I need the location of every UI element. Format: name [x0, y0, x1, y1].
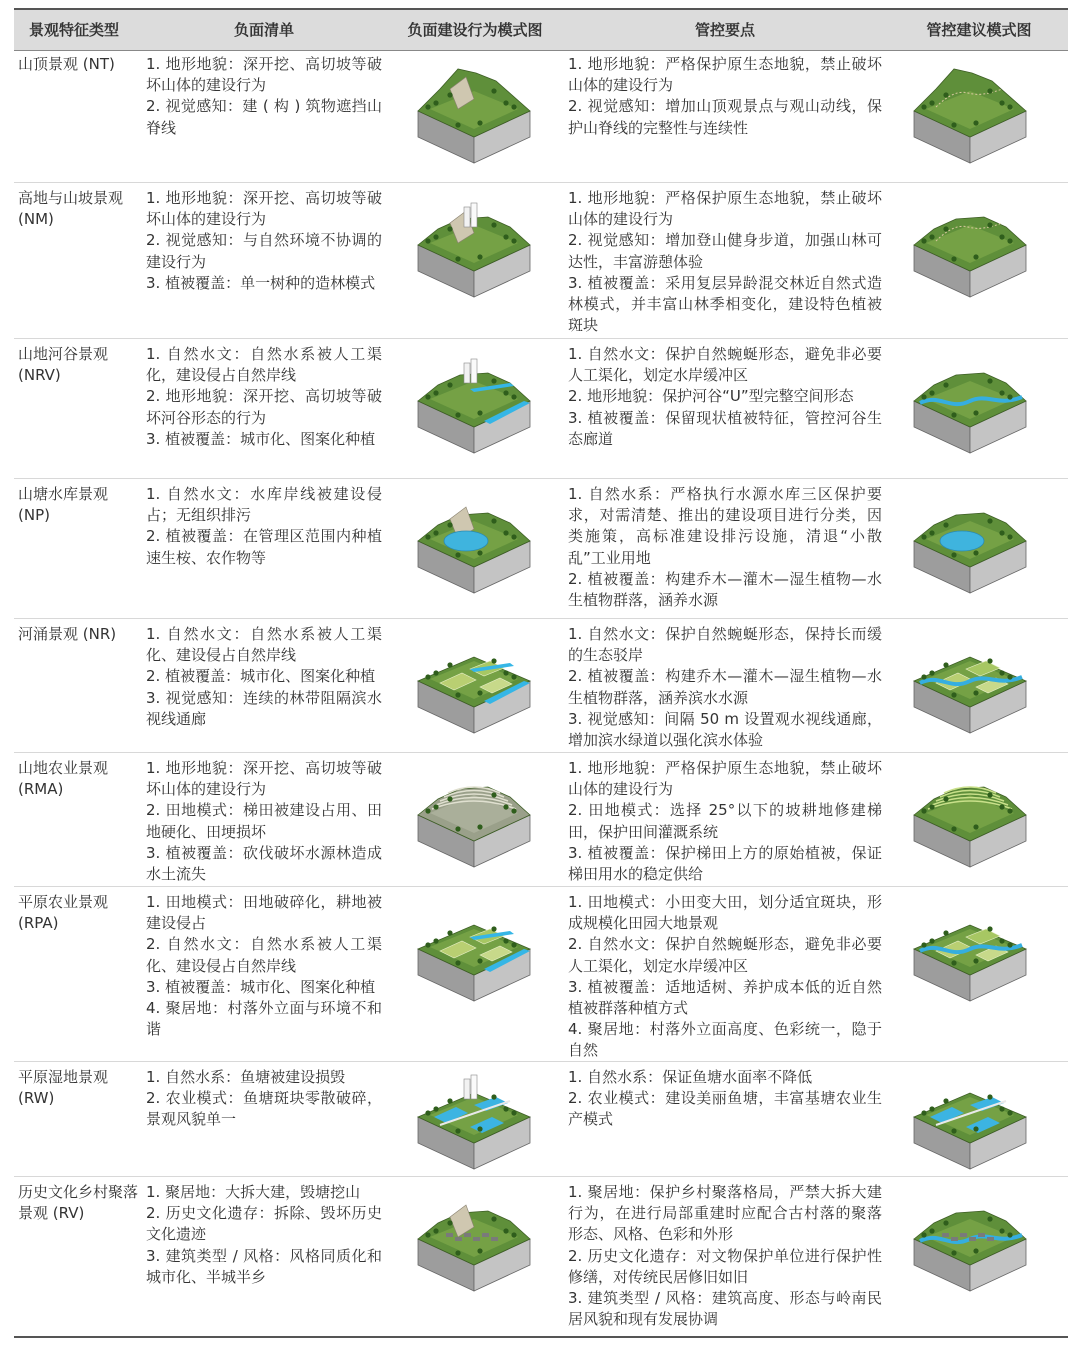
control-item: 2. 农业模式：建设美丽鱼塘，丰富基塘农业生产模式	[568, 1089, 882, 1129]
negative-item: 1. 自然水文：水库岸线被建设侵占；无组织排污	[146, 485, 382, 525]
negative-item: 2. 历史文化遗存：拆除、毁坏历史文化遗迹	[146, 1204, 382, 1244]
table-row	[14, 618, 1068, 753]
control-item: 3. 建筑类型 / 风格：建筑高度、形态与岭南民居风貌和现有发展协调	[568, 1289, 882, 1329]
control-item: 2. 植被覆盖：构建乔木—灌木—湿生植物—水生植物群落，涵养滨水水源	[568, 667, 882, 707]
negative-item: 3. 植被覆盖：单一树种的造林模式	[146, 273, 376, 292]
control-item: 1. 田地模式：小田变大田，划分适宜斑块，形成规模化田园大地景观	[568, 893, 882, 933]
landscape-type: 高地与山坡景观 (NM)	[18, 189, 124, 229]
control-item: 2. 视觉感知：增加山顶观景点与观山动线，保护山脊线的完整性与连续性	[568, 97, 882, 137]
header-negative-diagram: 负面建设行为模式图	[407, 21, 543, 39]
plain-farmland-consolidated-block-diagram	[906, 897, 1034, 1005]
header-type: 景观特征类型	[28, 21, 119, 39]
table-row	[14, 478, 1068, 619]
valley-channelized-block-diagram	[410, 349, 538, 457]
control-item: 3. 植被覆盖：保护梯田上方的原始植被，保证梯田用水的稳定供给	[568, 843, 882, 884]
table-row	[14, 886, 1068, 1062]
mountain-top-protected-block-diagram	[906, 59, 1034, 167]
control-points	[568, 624, 882, 751]
negative-item: 4. 聚居地：村落外立面与环境不和谐	[146, 999, 382, 1039]
control-points	[568, 484, 882, 611]
negative-item: 1. 田地模式：田地破碎化，耕地被建设侵占	[146, 893, 382, 933]
header-negative-list: 负面清单	[233, 21, 294, 39]
control-item: 2. 历史文化遗存：对文物保护单位进行保护性修缮，对传统民居修旧如旧	[568, 1246, 882, 1286]
header-control-points: 管控要点	[694, 21, 755, 39]
control-item: 3. 植被覆盖：采用复层异龄混交林近自然式造林模式，并丰富山林季相变化，建设特色植被斑块	[568, 273, 882, 335]
control-points	[568, 1182, 882, 1330]
landscape-control-table	[14, 8, 1068, 1329]
landscape-type: 河涌景观 (NR)	[18, 625, 117, 643]
negative-item: 2. 植被覆盖：在管理区范围内种植速生桉、农作物等	[146, 527, 382, 567]
landscape-type: 山地河谷景观 (NRV)	[18, 345, 109, 385]
table-row	[14, 338, 1068, 479]
negative-item: 3. 视觉感知：连续的林带阻隔滨水视线通廊	[146, 688, 382, 728]
negative-item: 1. 地形地貌：深开挖、高切坡等破坏山体的建设行为	[146, 759, 382, 799]
negative-item: 2. 视觉感知：建 ( 构 ) 筑物遮挡山脊线	[146, 97, 382, 137]
negative-item: 1. 地形地貌：深开挖、高切坡等破坏山体的建设行为	[146, 55, 382, 95]
control-points	[568, 1067, 882, 1131]
hillside-trail-block-diagram	[906, 193, 1034, 301]
negative-item: 3. 植被覆盖：砍伐破坏水源林造成水土流失	[146, 843, 382, 884]
negative-list	[146, 344, 382, 450]
stream-channelized-block-diagram	[410, 629, 538, 737]
control-item: 1. 地形地貌：严格保护原生态地貌，禁止破坏山体的建设行为	[568, 759, 882, 799]
control-item: 2. 田地模式：选择 25°以下的坡耕地修建梯田，保护田间灌溉系统	[568, 801, 882, 841]
landscape-type: 山顶景观 (NT)	[18, 55, 115, 73]
control-item: 1. 自然水系：保证鱼塘水面率不降低	[568, 1068, 813, 1086]
village-preserved-block-diagram	[906, 1187, 1034, 1295]
negative-item: 2. 视觉感知：与自然环境不协调的建设行为	[146, 231, 382, 271]
control-item: 2. 地形地貌：保护河谷“U”型完整空间形态	[568, 387, 854, 406]
reservoir-protected-block-diagram	[906, 489, 1034, 597]
negative-item: 1. 自然水系：鱼塘被建设损毁	[146, 1068, 346, 1086]
hillside-highrise-block-diagram	[410, 193, 538, 301]
control-points	[568, 188, 882, 336]
control-item: 1. 自然水文：保护自然蜿蜒形态，保持长而缓的生态驳岸	[568, 625, 882, 665]
control-item: 1. 地形地貌：严格保护原生态地貌，禁止破坏山体的建设行为	[568, 55, 882, 95]
table-row	[14, 752, 1068, 887]
control-item: 1. 聚居地：保护乡村聚落格局，严禁大拆大建行为，在进行局部重建时应配合古村落的聚落形态、风格、色彩和外形	[568, 1183, 882, 1244]
negative-list	[146, 1182, 382, 1288]
negative-list	[146, 892, 382, 1040]
negative-item: 2. 植被覆盖：城市化、图案化种植	[146, 667, 376, 686]
table-row	[14, 1176, 1068, 1338]
reservoir-encroached-block-diagram	[410, 489, 538, 597]
negative-item: 3. 建筑类型 / 风格：风格同质化和城市化、半城半乡	[146, 1246, 382, 1286]
negative-item: 3. 植被覆盖：城市化、图案化种植	[146, 429, 376, 448]
control-points	[568, 758, 882, 885]
negative-item: 1. 聚居地：大拆大建，毁塘挖山	[146, 1183, 361, 1201]
mountain-top-excavated-block-diagram	[410, 59, 538, 167]
negative-item: 2. 田地模式：梯田被建设占用、田地硬化、田埂损坏	[146, 801, 382, 841]
control-item: 1. 自然水文：保护自然蜿蜒形态，避免非必要人工渠化，划定水岸缓冲区	[568, 345, 882, 385]
negative-item: 3. 植被覆盖：城市化、图案化种植	[146, 977, 376, 996]
control-item: 2. 视觉感知：增加登山健身步道，加强山林可达性，丰富游憩体验	[568, 231, 882, 271]
control-item: 3. 植被覆盖：保留现状植被特征，管控河谷生态廊道	[568, 408, 882, 448]
negative-item: 1. 自然水文：自然水系被人工渠化，建设侵占自然岸线	[146, 345, 382, 385]
terrace-damaged-block-diagram	[410, 763, 538, 871]
landscape-type: 平原农业景观 (RPA)	[18, 893, 109, 933]
negative-list	[146, 624, 382, 730]
negative-item: 2. 自然水文：自然水系被人工渠化、建设侵占自然岸线	[146, 935, 382, 975]
valley-meander-block-diagram	[906, 349, 1034, 457]
table-row	[14, 48, 1068, 183]
table-row	[14, 182, 1068, 339]
negative-list	[146, 54, 382, 139]
terrace-protected-block-diagram	[906, 763, 1034, 871]
header-suggested-diagram: 管控建议模式图	[926, 21, 1032, 39]
table-row	[14, 1061, 1068, 1177]
stream-natural-block-diagram	[906, 629, 1034, 737]
control-item: 4. 聚居地：村落外立面高度、色彩统一，隐于自然	[568, 1020, 882, 1060]
control-item: 1. 地形地貌：严格保护原生态地貌，禁止破坏山体的建设行为	[568, 189, 882, 229]
negative-list	[146, 758, 382, 885]
table-header	[14, 8, 1068, 51]
landscape-type: 山地农业景观 (RMA)	[18, 759, 109, 799]
control-item: 2. 自然水文：保护自然蜿蜒形态，避免非必要人工渠化，划定水岸缓冲区	[568, 935, 882, 975]
landscape-type: 历史文化乡村聚落景观 (RV)	[18, 1183, 139, 1223]
fishpond-protected-block-diagram	[906, 1065, 1034, 1173]
negative-item: 1. 自然水文：自然水系被人工渠化、建设侵占自然岸线	[146, 625, 382, 665]
negative-item: 1. 地形地貌：深开挖、高切坡等破坏山体的建设行为	[146, 189, 382, 229]
control-points	[568, 344, 882, 450]
control-points	[568, 892, 882, 1062]
negative-list	[146, 1067, 382, 1131]
landscape-type: 山塘水库景观 (NP)	[18, 485, 109, 525]
control-points	[568, 54, 882, 139]
plain-farmland-fragmented-block-diagram	[410, 897, 538, 1005]
control-item: 2. 植被覆盖：构建乔木—灌木—湿生植物—水生植物群落，涵养水源	[568, 569, 882, 610]
landscape-type: 平原湿地景观 (RW)	[18, 1068, 109, 1108]
negative-item: 2. 农业模式：鱼塘斑块零散破碎，景观风貌单一	[146, 1089, 382, 1129]
control-item: 1. 自然水系：严格执行水源水库三区保护要求，对需清楚、推出的建设项目进行分类，因类施策，高标准建设排污设施，清退“小散乱”工业用地	[568, 485, 882, 567]
negative-list	[146, 188, 382, 294]
control-item: 3. 视觉感知：间隔 50 m 设置观水视线通廊，增加滨水绿道以强化滨水体验	[568, 709, 882, 750]
negative-list	[146, 484, 382, 569]
negative-item: 2. 地形地貌：深开挖、高切坡等破坏河谷形态的行为	[146, 387, 382, 427]
control-item: 3. 植被覆盖：适地适树、养护成本低的近自然植被群落种植方式	[568, 977, 882, 1018]
village-demolished-block-diagram	[410, 1187, 538, 1295]
fishpond-damaged-block-diagram	[410, 1065, 538, 1173]
